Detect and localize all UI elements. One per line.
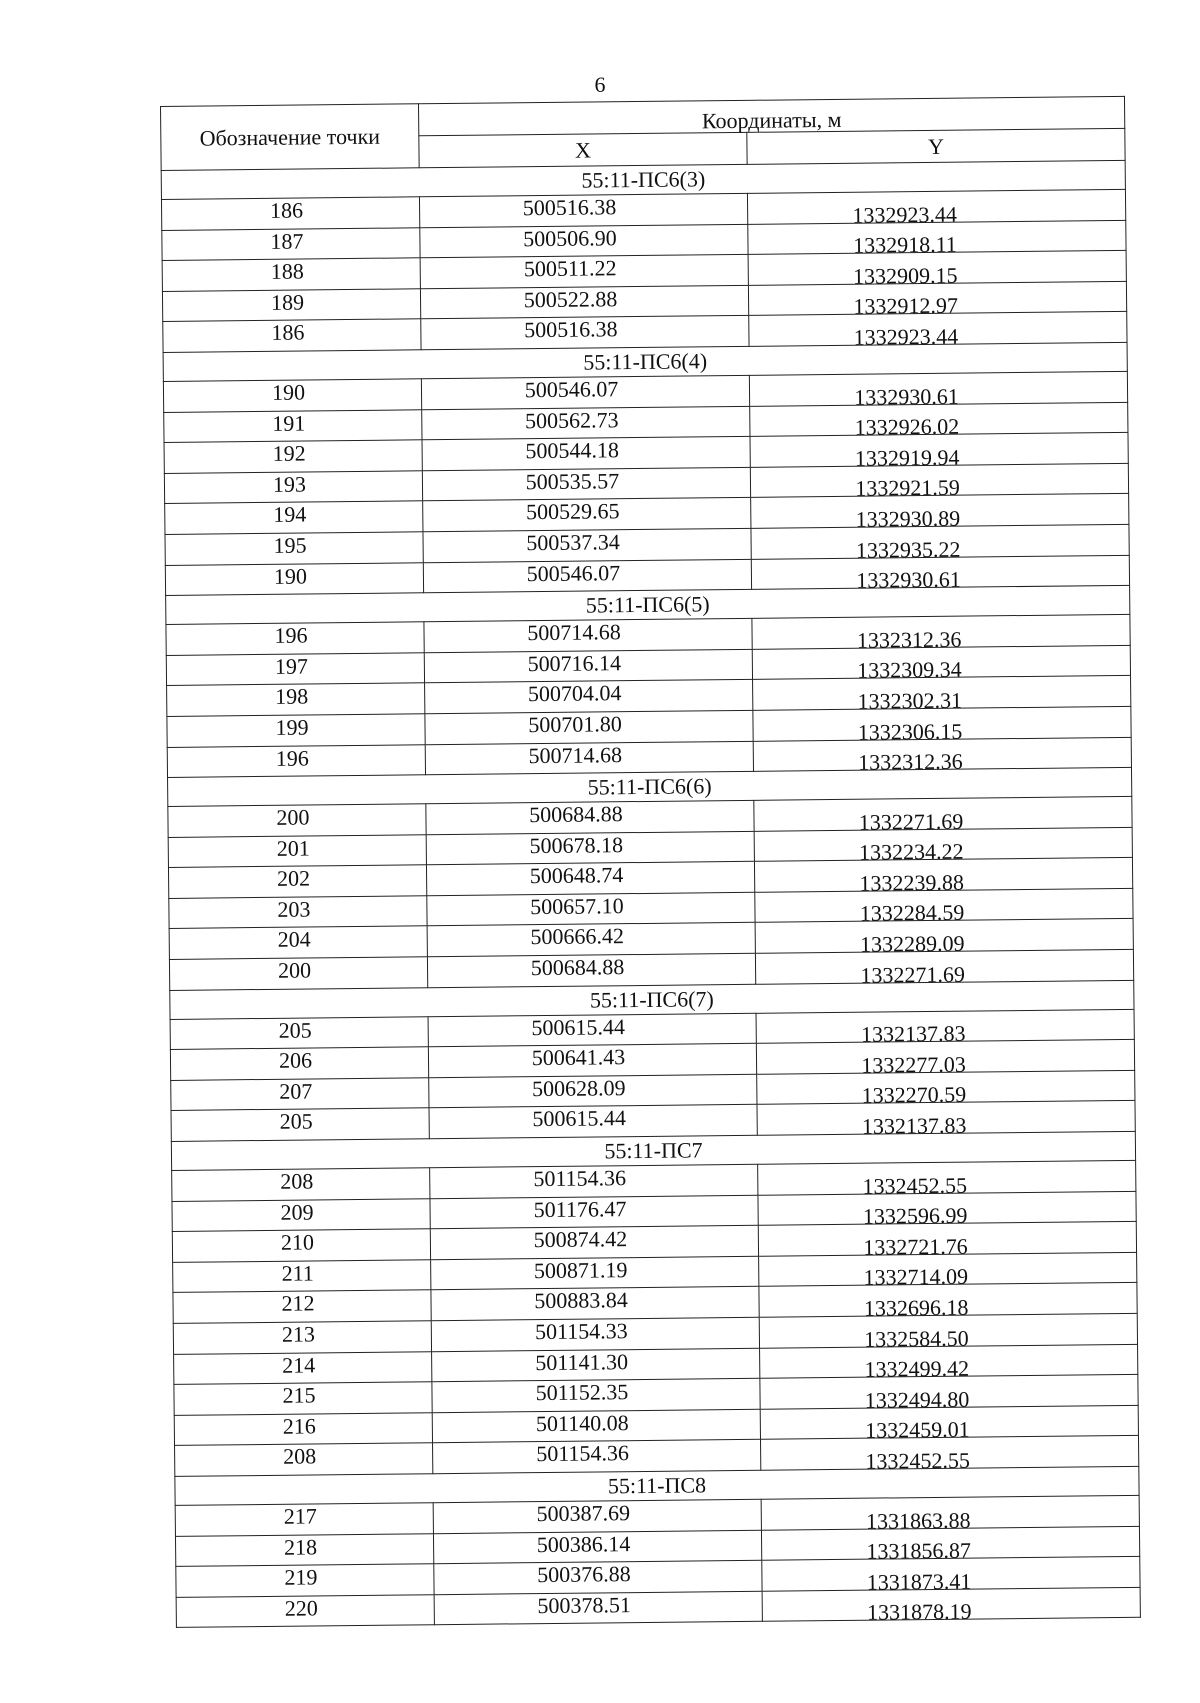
point-cell [169,957,427,990]
x-cell-value: 500387.69 [536,1500,631,1527]
table-body [161,160,1140,1627]
header-y: Y [747,128,1125,164]
point-cell-value: 199 [275,714,309,740]
y-cell-value: 1332312.36 [858,748,963,775]
point-cell-value: 207 [279,1078,313,1104]
x-cell [423,559,751,593]
x-cell-value: 500641.43 [531,1044,626,1071]
coordinates-table [160,96,1141,1628]
y-cell [761,1495,1139,1534]
x-cell-value: 501152.35 [535,1379,629,1406]
point-cell-value: 210 [280,1229,315,1256]
point-cell-value: 186 [269,197,304,223]
y-cell [747,189,1125,228]
y-cell-value: 1332309.34 [857,656,962,684]
x-cell-value: 500546.07 [524,376,619,403]
x-cell-value: 500648.74 [529,862,624,889]
coordinates-sheet [160,96,1140,1628]
y-cell-value: 1332277.03 [861,1051,966,1078]
point-cell-value: 216 [282,1413,316,1439]
x-cell-value: 500378.51 [537,1591,632,1618]
x-cell [420,285,748,319]
page-number: 6 [594,72,606,97]
x-cell [431,1317,759,1351]
x-cell-value: 500871.19 [533,1256,628,1283]
x-cell-value: 500535.57 [525,467,620,494]
x-cell [432,1409,760,1443]
section-title: 55:11-ПС6(3) [161,160,1125,199]
x-cell-value: 500615.44 [531,1013,626,1040]
x-cell-value: 500678.18 [529,831,624,858]
y-cell-value: 1332137.83 [861,1112,967,1139]
x-cell-value: 500716.14 [527,649,622,676]
x-cell [423,498,751,532]
header-x: X [419,132,747,167]
x-cell-value: 501140.08 [535,1409,629,1436]
y-cell-value: 1332919.94 [854,444,960,471]
x-cell [432,1348,760,1382]
y-cell [758,1160,1136,1199]
x-cell-value: 500615.44 [532,1105,627,1132]
point-cell [165,501,423,534]
point-cell-value: 192 [272,440,306,466]
y-cell-value: 1332584.50 [864,1325,969,1352]
x-cell [433,1530,761,1564]
section-title: 55:11-ПС8 [175,1466,1139,1505]
point-cell [173,1290,431,1323]
x-cell [430,1195,758,1229]
point-cell-value: 197 [274,653,309,679]
x-cell-value: 500386.14 [536,1530,631,1557]
x-cell [425,710,753,744]
point-cell [169,896,427,929]
section-title: 55:11-ПС6(6) [168,767,1132,806]
section-title: 55:11-ПС7 [171,1131,1135,1170]
table-header [161,96,1126,170]
point-cell [162,227,420,260]
x-cell [431,1256,759,1290]
x-cell [428,1044,756,1078]
x-cell [419,193,747,227]
x-cell [426,862,754,896]
point-cell [162,289,420,322]
x-cell-value: 500529.65 [525,498,620,525]
point-cell-value: 189 [270,289,305,315]
x-cell-value: 501141.30 [535,1348,629,1375]
x-cell [429,1105,757,1139]
x-cell [430,1226,758,1260]
x-cell-value: 500666.42 [530,923,625,950]
point-cell-value: 211 [281,1260,314,1286]
x-cell-value: 500376.88 [537,1561,631,1588]
point-cell [170,1016,428,1049]
point-cell [166,622,424,655]
section-title: 55:11-ПС6(7) [170,980,1134,1019]
y-cell-value: 1332596.99 [862,1202,968,1229]
y-cell-value: 1332912.97 [853,293,959,320]
y-cell-value: 1332234.22 [858,838,964,866]
point-cell [167,714,425,747]
x-cell [423,528,751,562]
point-cell [174,1382,432,1415]
point-cell-value: 196 [275,744,309,771]
point-cell-value: 205 [279,1108,313,1135]
x-cell-value: 500874.42 [533,1226,628,1253]
x-cell-value: 501154.33 [534,1318,628,1345]
y-cell-value: 1332918.11 [853,231,957,258]
x-cell-value: 500684.88 [529,801,623,828]
point-cell-value: 217 [283,1503,317,1529]
x-cell [427,953,755,987]
point-cell-value: 190 [271,379,306,405]
point-cell [172,1168,430,1201]
x-cell [429,1074,757,1108]
y-cell [749,371,1127,410]
point-cell-value: 208 [280,1168,314,1194]
y-cell-value: 1332270.59 [861,1082,967,1109]
x-cell-value: 501154.36 [536,1440,630,1467]
x-cell [421,375,749,409]
x-cell-value: 500544.18 [525,437,620,464]
point-cell-value: 195 [273,532,307,558]
point-cell-value: 215 [282,1382,316,1408]
point-cell-value: 202 [276,865,311,892]
point-cell [165,532,423,565]
point-cell-value: 204 [277,926,311,953]
point-cell [167,744,425,777]
point-cell [174,1413,432,1446]
y-cell-value: 1332239.88 [859,869,965,896]
y-cell [756,1009,1134,1047]
x-cell-value: 500657.10 [530,893,624,920]
point-cell [164,471,422,504]
header-coordinates: Координаты, м [418,96,1124,135]
point-cell [167,683,425,716]
x-cell [426,831,754,865]
point-cell [172,1198,430,1231]
y-cell-value: 1332302.31 [857,687,963,714]
point-cell-value: 205 [278,1017,312,1043]
point-cell-value: 212 [281,1290,315,1317]
y-cell-value: 1332459.01 [865,1416,970,1444]
point-cell-value: 218 [283,1533,318,1560]
x-cell [431,1287,759,1321]
point-cell [172,1229,430,1262]
y-cell-value: 1332499.42 [864,1355,970,1382]
x-cell-value: 500546.07 [526,559,621,586]
point-cell [162,258,420,291]
y-cell-value: 1332137.83 [860,1020,966,1047]
x-cell [433,1440,761,1474]
x-cell-value: 500704.04 [527,680,622,707]
x-cell-value: 501154.36 [533,1165,627,1192]
point-cell-value: 196 [274,622,308,648]
x-cell [420,224,748,258]
point-cell [161,197,419,230]
x-cell [426,800,754,834]
x-cell-value: 500506.90 [523,224,617,251]
point-cell [168,865,426,898]
point-cell-value: 220 [284,1595,318,1621]
y-cell-value: 1331863.88 [865,1507,971,1534]
x-cell-value: 500883.84 [534,1287,628,1314]
y-cell-value: 1332289.09 [859,930,965,957]
point-cell [173,1321,431,1354]
y-cell-value: 1332271.69 [858,808,964,835]
y-cell-value: 1332921.59 [855,474,960,502]
x-cell-value: 500714.68 [528,741,623,768]
point-cell-value: 208 [283,1443,317,1470]
x-cell [420,255,748,289]
y-cell-value: 1332909.15 [852,262,958,289]
point-cell [175,1503,433,1536]
point-cell-value: 187 [270,228,304,254]
point-cell [175,1443,433,1476]
x-cell [424,649,752,683]
point-cell [168,804,426,837]
point-cell [176,1594,434,1627]
y-cell-value: 1332923.44 [852,201,958,228]
y-cell-value: 1332306.15 [857,718,963,745]
x-cell [425,741,753,775]
point-cell [165,562,423,595]
y-cell-value: 1332312.36 [856,626,962,653]
y-cell [752,614,1130,653]
x-cell [422,467,750,501]
point-cell-value: 201 [276,835,310,861]
y-cell-value: 1332696.18 [863,1294,969,1321]
point-cell [175,1533,433,1566]
y-cell-value: 1332284.59 [859,900,965,927]
point-cell [164,440,422,473]
x-cell [432,1378,760,1412]
x-cell [424,618,752,652]
point-cell [169,926,427,959]
x-cell-value: 501176.47 [533,1195,627,1222]
y-cell-value: 1331878.19 [866,1598,972,1626]
y-cell-value: 1332721.76 [863,1233,968,1260]
y-cell-value: 1332926.02 [854,413,960,440]
y-cell-value: 1332930.89 [855,505,961,532]
point-cell [171,1108,429,1141]
point-cell [171,1078,429,1111]
x-cell-value: 500511.22 [523,255,617,282]
point-cell [176,1564,434,1597]
point-cell-value: 203 [277,896,311,922]
y-cell [754,796,1132,835]
x-cell [434,1560,762,1594]
section-title: 55:11-ПС6(4) [163,342,1127,381]
x-cell-value: 500684.88 [530,954,625,981]
x-cell-value: 500701.80 [528,711,622,738]
y-cell-value: 1332930.61 [856,566,961,593]
y-cell-value: 1331856.87 [866,1537,972,1564]
point-cell-value: 188 [270,258,304,285]
x-cell [430,1164,758,1198]
y-cell-value: 1332935.22 [855,536,961,563]
point-cell-value: 206 [278,1047,313,1074]
y-cell-value: 1332923.44 [853,323,959,350]
point-cell-value: 213 [281,1321,315,1347]
x-cell [422,406,750,440]
point-cell [163,319,421,352]
header-point-designation: Обозначение точки [161,104,420,171]
x-cell-value: 500516.38 [522,194,617,221]
x-cell [434,1591,762,1625]
point-cell-value: 194 [273,501,307,528]
point-cell-value: 193 [272,471,307,497]
y-cell-value: 1331873.41 [866,1568,972,1595]
y-cell-value: 1332271.69 [860,961,966,988]
point-cell-value: 198 [275,683,309,710]
x-cell [428,1013,756,1047]
x-cell [427,892,755,926]
x-cell [425,680,753,714]
point-cell-value: 186 [271,319,305,346]
point-cell [173,1260,431,1293]
point-cell [174,1351,432,1384]
x-cell [427,923,755,957]
x-cell-value: 500714.68 [527,619,621,646]
point-cell [166,652,424,685]
point-cell-value: 209 [280,1199,314,1225]
point-cell-value: 219 [284,1564,318,1590]
section-title: 55:11-ПС6(5) [166,585,1130,624]
point-cell [163,379,421,412]
x-cell-value: 500562.73 [524,406,619,433]
point-cell-value: 214 [282,1352,316,1378]
y-cell-value: 1332494.80 [864,1386,970,1413]
x-cell-value: 500537.34 [526,529,620,556]
y-cell-value: 1332452.55 [865,1447,971,1474]
point-cell-value: 190 [273,563,308,589]
x-cell [433,1499,761,1533]
point-cell-value: 191 [272,410,306,436]
point-cell-value: 200 [276,804,310,830]
x-cell [422,436,750,470]
point-cell [170,1047,428,1080]
x-cell-value: 500516.38 [523,316,618,343]
x-cell-value: 500522.88 [523,286,618,312]
point-cell [168,834,426,867]
y-cell-value: 1332452.55 [862,1172,968,1199]
y-cell-value: 1332714.09 [863,1264,969,1291]
x-cell-value: 500628.09 [531,1075,626,1102]
x-cell [421,316,749,350]
y-cell-value: 1332930.61 [854,383,959,410]
point-cell-value: 200 [277,957,312,983]
point-cell [164,409,422,442]
